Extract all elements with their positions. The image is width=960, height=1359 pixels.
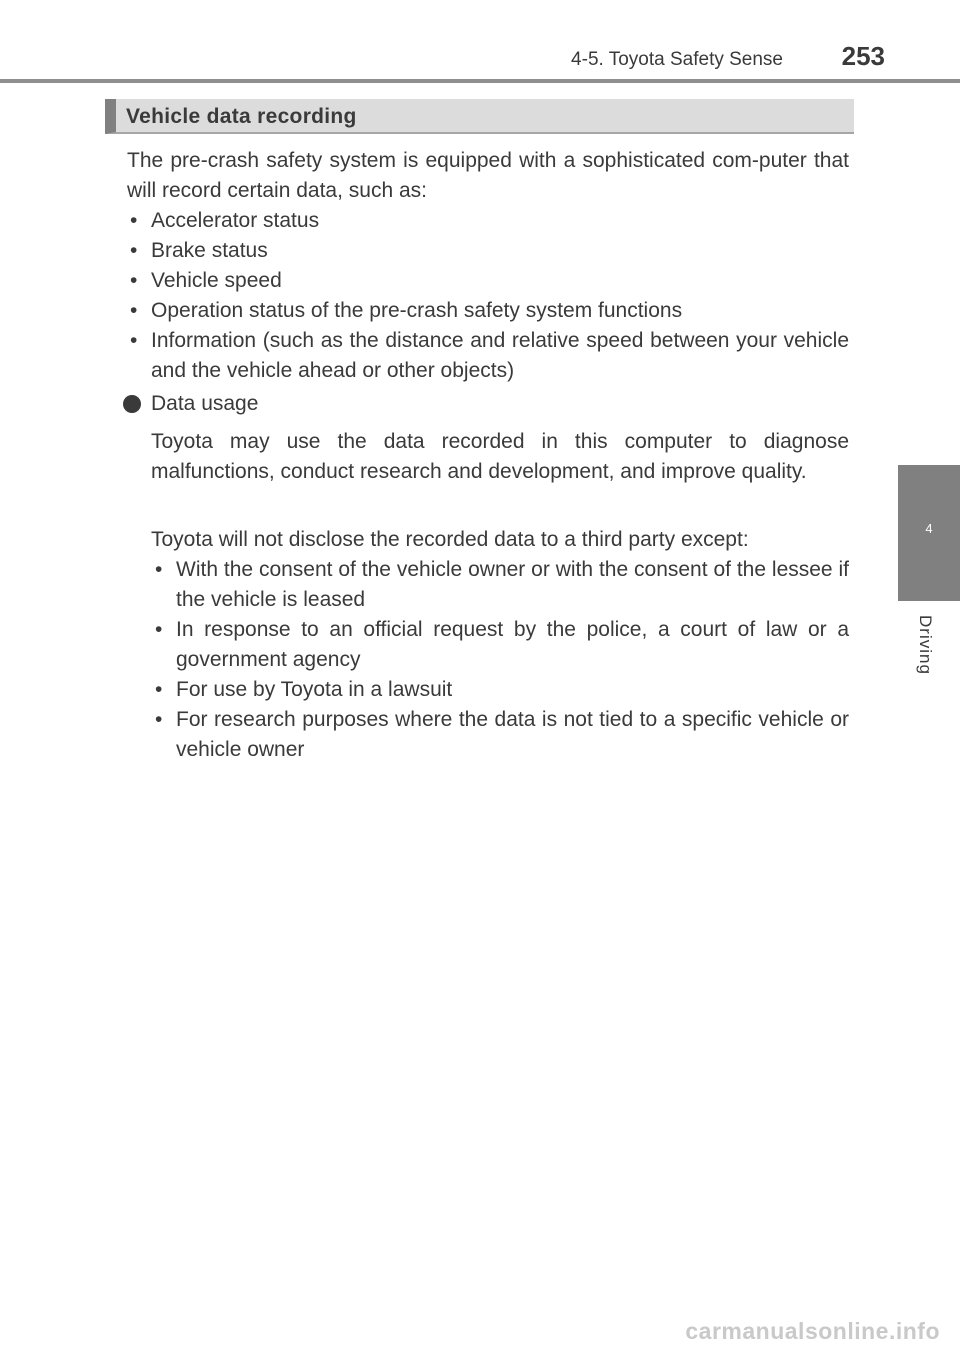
list-item [130, 206, 849, 236]
list-item [155, 555, 849, 615]
list-item [155, 675, 849, 705]
list-item [130, 266, 849, 296]
bullet-icon: • [155, 708, 163, 731]
data-usage-title: Data usage [151, 392, 259, 415]
page-header [0, 0, 960, 84]
filled-circle-icon [123, 395, 141, 413]
watermark: carmanualsonline.info [685, 1318, 940, 1344]
list-item-text: Operation status of the pre-crash safety system functions [151, 299, 683, 322]
list-item [155, 705, 849, 765]
bullet-icon: • [155, 678, 163, 701]
data-usage-paragraph: Toyota may use the data recorded in this computer to diagnose malfunctions, conduct research and development, and improve quality. [151, 430, 849, 483]
bullet-icon: • [130, 299, 138, 322]
list-item [130, 326, 849, 386]
header-section-title: 4-5. Toyota Safety Sense [571, 49, 783, 70]
list-item-text: Information (such as the distance and relative speed between your vehicle and the vehicle ahead or other objects) [151, 329, 849, 382]
section-heading-text: Vehicle data recording [126, 105, 357, 128]
section-heading [105, 99, 854, 134]
data-usage-heading [151, 389, 849, 419]
chapter-number: 4 [925, 521, 933, 536]
list-item-text: With the consent of the vehicle owner or with the consent of the lessee if the vehicle is leased [176, 558, 849, 611]
bullet-icon: • [130, 269, 138, 292]
bullet-icon: • [130, 209, 138, 232]
header-divider [0, 79, 960, 83]
bullet-icon: • [130, 239, 138, 262]
list-item-text: In response to an official request by the police, a court of law or a government agency [176, 618, 849, 671]
list-item [130, 296, 849, 326]
list-item-text: Brake status [151, 239, 268, 262]
list-item-text: For use by Toyota in a lawsuit [176, 678, 453, 701]
disclosure-paragraph: Toyota will not disclose the recorded data to a third party except: [151, 528, 749, 551]
chapter-tab [898, 465, 960, 601]
list-item [130, 236, 849, 266]
list-item-text: Vehicle speed [151, 269, 282, 292]
list-item-text: For research purposes where the data is not tied to a specific vehicle or vehicle owner [176, 708, 849, 761]
list-item [155, 615, 849, 675]
bullet-icon: • [155, 558, 163, 581]
list-item-text: Accelerator status [151, 209, 320, 232]
bullet-icon: • [130, 329, 138, 352]
intro-paragraph: The pre-crash safety system is equipped with a sophisticated com-puter that will record certain data, such as: [127, 149, 849, 202]
chapter-label-text: Driving [916, 615, 935, 675]
page-number: 253 [841, 41, 885, 71]
bullet-icon: • [155, 618, 163, 641]
chapter-label [915, 615, 937, 695]
